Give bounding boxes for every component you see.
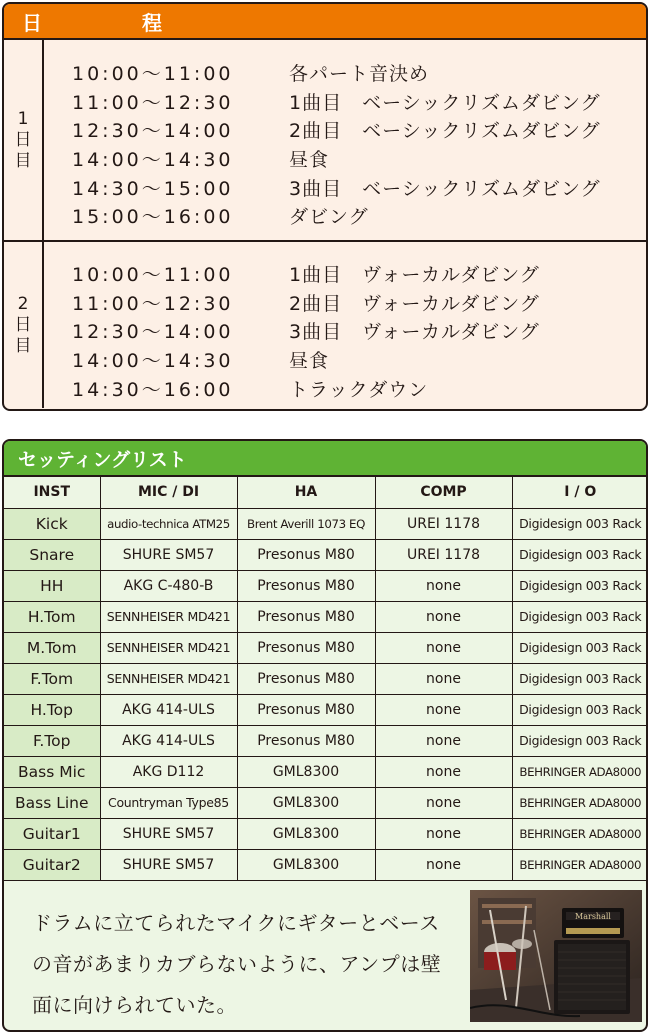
setting-table bbox=[4, 477, 648, 881]
cell-comp: none bbox=[375, 849, 512, 880]
setting-list-title: セッティングリスト bbox=[18, 448, 187, 471]
cell-ha: Presonus M80 bbox=[237, 539, 375, 570]
cell-io: Digidesign 003 Rack bbox=[512, 508, 648, 539]
schedule-task: 昼食 bbox=[289, 349, 330, 372]
cell-io: Digidesign 003 Rack bbox=[512, 694, 648, 725]
schedule-task: 3曲目 ヴォーカルダビング bbox=[289, 321, 540, 344]
schedule-row bbox=[44, 87, 646, 116]
cell-comp: none bbox=[375, 570, 512, 601]
schedule-time: 10:00〜11:00 bbox=[72, 263, 234, 286]
schedule-time: 11:00〜12:30 bbox=[72, 91, 234, 114]
cell-comp: none bbox=[375, 601, 512, 632]
cell-ha: Presonus M80 bbox=[237, 725, 375, 756]
cell-mic: AKG C-480-B bbox=[100, 570, 237, 601]
table-row bbox=[4, 725, 648, 756]
cell-io: Digidesign 003 Rack bbox=[512, 725, 648, 756]
cell-ha: Presonus M80 bbox=[237, 570, 375, 601]
table-row bbox=[4, 818, 648, 849]
cell-ha: Brent Averill 1073 EQ bbox=[237, 508, 375, 539]
day-2-label: 2 日 目 bbox=[4, 242, 44, 408]
cell-io: BEHRINGER ADA8000 bbox=[512, 756, 648, 787]
cell-mic: AKG 414-ULS bbox=[100, 725, 237, 756]
cell-ha: Presonus M80 bbox=[237, 632, 375, 663]
col-header-ha: HA bbox=[237, 477, 375, 508]
table-row bbox=[4, 508, 648, 539]
cell-io: Digidesign 003 Rack bbox=[512, 632, 648, 663]
cell-mic: AKG 414-ULS bbox=[100, 694, 237, 725]
cell-comp: UREI 1178 bbox=[375, 539, 512, 570]
schedule-task: ダビング bbox=[289, 206, 369, 229]
cell-io: BEHRINGER ADA8000 bbox=[512, 818, 648, 849]
schedule-task: 2曲目 ベーシックリズムダビング bbox=[289, 120, 601, 143]
cell-mic: SHURE SM57 bbox=[100, 539, 237, 570]
cell-comp: UREI 1178 bbox=[375, 508, 512, 539]
setting-list-header bbox=[4, 441, 646, 477]
cell-io: BEHRINGER ADA8000 bbox=[512, 849, 648, 880]
schedule-task: 1曲目 ヴォーカルダビング bbox=[289, 263, 540, 286]
cell-io: Digidesign 003 Rack bbox=[512, 663, 648, 694]
table-row bbox=[4, 570, 648, 601]
cell-comp: none bbox=[375, 632, 512, 663]
cell-io: Digidesign 003 Rack bbox=[512, 539, 648, 570]
schedule-row bbox=[44, 374, 646, 403]
col-header-comp: COMP bbox=[375, 477, 512, 508]
day-1-label: 1 日 目 bbox=[4, 40, 44, 240]
cell-ha: GML8300 bbox=[237, 756, 375, 787]
schedule-time: 10:00〜11:00 bbox=[72, 62, 234, 85]
schedule-row bbox=[44, 259, 646, 288]
schedule-row bbox=[44, 173, 646, 202]
schedule-task: 2曲目 ヴォーカルダビング bbox=[289, 292, 540, 315]
cell-mic: AKG D112 bbox=[100, 756, 237, 787]
schedule-row bbox=[44, 144, 646, 173]
cell-comp: none bbox=[375, 725, 512, 756]
cell-inst: F.Top bbox=[4, 725, 100, 756]
cell-io: Digidesign 003 Rack bbox=[512, 601, 648, 632]
cell-inst: H.Tom bbox=[4, 601, 100, 632]
cell-mic: SENNHEISER MD421 bbox=[100, 663, 237, 694]
table-row bbox=[4, 539, 648, 570]
schedule-row bbox=[44, 288, 646, 317]
cell-inst: Snare bbox=[4, 539, 100, 570]
cell-inst: F.Tom bbox=[4, 663, 100, 694]
cell-comp: none bbox=[375, 756, 512, 787]
cell-inst: Guitar2 bbox=[4, 849, 100, 880]
cell-io: BEHRINGER ADA8000 bbox=[512, 787, 648, 818]
cell-mic: SHURE SM57 bbox=[100, 849, 237, 880]
col-header-io: I / O bbox=[512, 477, 648, 508]
schedule-time: 14:30〜15:00 bbox=[72, 177, 234, 200]
cell-comp: none bbox=[375, 818, 512, 849]
schedule-header bbox=[4, 4, 646, 40]
schedule-time: 12:30〜14:00 bbox=[72, 321, 234, 344]
cell-mic: audio-technica ATM25 bbox=[100, 508, 237, 539]
setting-list-box bbox=[2, 439, 648, 1032]
cell-mic: SENNHEISER MD421 bbox=[100, 632, 237, 663]
schedule-title: 日 程 bbox=[22, 10, 202, 35]
cell-inst: Guitar1 bbox=[4, 818, 100, 849]
cell-comp: none bbox=[375, 694, 512, 725]
cell-ha: GML8300 bbox=[237, 818, 375, 849]
cell-inst: Kick bbox=[4, 508, 100, 539]
cell-inst: M.Tom bbox=[4, 632, 100, 663]
cell-mic: Countryman Type85 bbox=[100, 787, 237, 818]
schedule-task: 3曲目 ベーシックリズムダビング bbox=[289, 177, 601, 200]
day-1-section bbox=[4, 40, 646, 242]
schedule-time: 12:30〜14:00 bbox=[72, 120, 234, 143]
schedule-row bbox=[44, 201, 646, 230]
schedule-row bbox=[44, 58, 646, 87]
cell-comp: none bbox=[375, 663, 512, 694]
schedule-box bbox=[2, 2, 648, 411]
cell-inst: Bass Line bbox=[4, 787, 100, 818]
amp-logo: Marshall bbox=[575, 912, 611, 921]
table-row bbox=[4, 601, 648, 632]
col-header-mic: MIC / DI bbox=[100, 477, 237, 508]
photo-caption: ドラムに立てられたマイクにギターとベースの音があまりカブらないように、アンプは壁面に向けられていた。 bbox=[32, 911, 442, 1017]
schedule-task: トラックダウン bbox=[289, 378, 429, 401]
schedule-time: 11:00〜12:30 bbox=[72, 292, 234, 315]
cell-inst: HH bbox=[4, 570, 100, 601]
cell-comp: none bbox=[375, 787, 512, 818]
schedule-time: 14:00〜14:30 bbox=[72, 148, 234, 171]
table-header-row bbox=[4, 477, 648, 508]
cell-mic: SHURE SM57 bbox=[100, 818, 237, 849]
cell-inst: Bass Mic bbox=[4, 756, 100, 787]
schedule-row bbox=[44, 316, 646, 345]
schedule-task: 各パート音決め bbox=[289, 62, 430, 85]
table-row bbox=[4, 756, 648, 787]
day-2-section bbox=[4, 242, 646, 408]
cell-ha: Presonus M80 bbox=[237, 601, 375, 632]
cell-ha: GML8300 bbox=[237, 849, 375, 880]
table-row bbox=[4, 787, 648, 818]
cell-ha: Presonus M80 bbox=[237, 694, 375, 725]
cell-ha: GML8300 bbox=[237, 787, 375, 818]
cell-io: Digidesign 003 Rack bbox=[512, 570, 648, 601]
schedule-time: 15:00〜16:00 bbox=[72, 206, 234, 229]
studio-photo bbox=[470, 890, 642, 1022]
table-row bbox=[4, 849, 648, 880]
table-row bbox=[4, 663, 648, 694]
cell-inst: H.Top bbox=[4, 694, 100, 725]
col-header-inst: INST bbox=[4, 477, 100, 508]
schedule-time: 14:00〜14:30 bbox=[72, 349, 234, 372]
cell-mic: SENNHEISER MD421 bbox=[100, 601, 237, 632]
cell-ha: Presonus M80 bbox=[237, 663, 375, 694]
schedule-time: 14:30〜16:00 bbox=[72, 378, 234, 401]
schedule-row bbox=[44, 115, 646, 144]
studio-photo-image bbox=[470, 890, 642, 1022]
table-row bbox=[4, 694, 648, 725]
schedule-task: 昼食 bbox=[289, 148, 330, 171]
table-row bbox=[4, 632, 648, 663]
schedule-row bbox=[44, 345, 646, 374]
schedule-task: 1曲目 ベーシックリズムダビング bbox=[289, 91, 601, 114]
